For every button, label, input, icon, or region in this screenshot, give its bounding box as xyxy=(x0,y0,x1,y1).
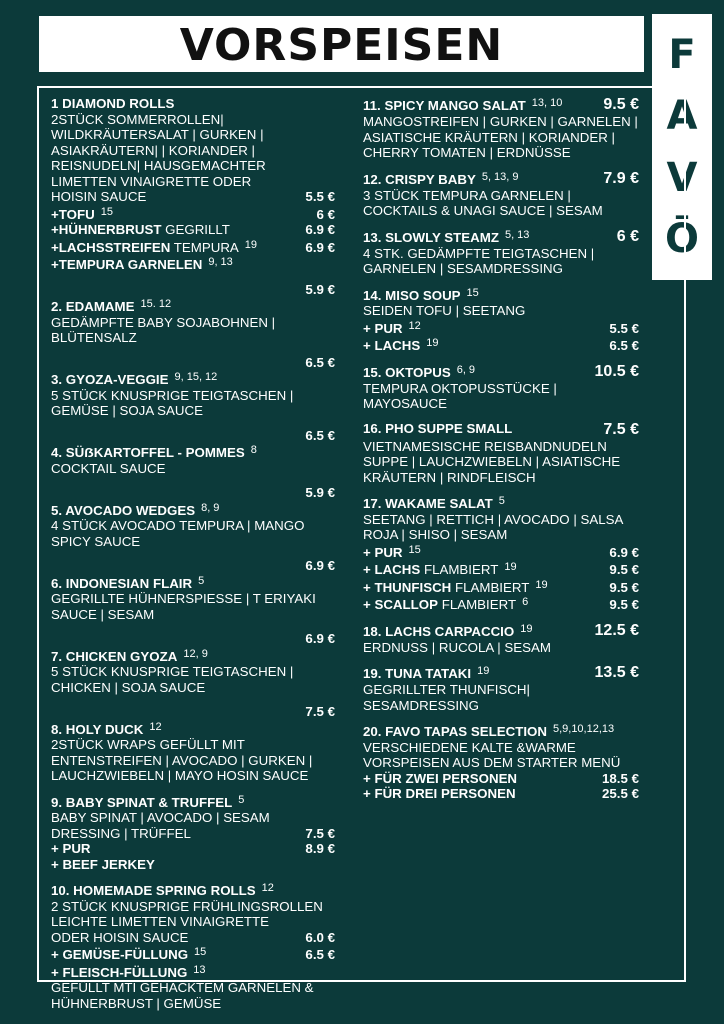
logo-letter: A xyxy=(666,93,698,140)
option-name: + LACHS xyxy=(363,562,421,577)
item-description: SEIDEN TOFU | SEETANG xyxy=(363,303,526,318)
item-title: 13. SLOWLY STEAMZ $^{5, 13}$ xyxy=(363,228,530,245)
item-price: 7.5 € xyxy=(305,825,335,841)
item-description: MANGOSTREIFEN | GURKEN | GARNELEN | ASIATISCHE KRÄUTERN | KORIANDER | CHERRY TOMATEN | ERDNÜSSE xyxy=(363,114,638,160)
item-description-row xyxy=(51,826,335,842)
option-detail: FLAMBIERT xyxy=(438,597,517,612)
option-name: + FLEISCH-FÜLLUNG xyxy=(51,964,188,980)
allergen-codes: 12, 9 xyxy=(183,647,208,660)
item-price: 7.5 € xyxy=(305,704,335,719)
item-description: COCKTAIL SAUCE xyxy=(51,460,166,476)
allergen-codes: 15 xyxy=(408,543,421,556)
option-name: + BEEF JERKEY xyxy=(51,856,155,872)
item-title: 15. OKTOPUS $^{6, 9}$ xyxy=(363,363,476,380)
price-row xyxy=(51,631,335,647)
option-row xyxy=(51,205,335,223)
item-title-row xyxy=(51,443,335,461)
option-row xyxy=(363,786,639,802)
logo-letter: V xyxy=(666,154,698,201)
option-name: + PUR xyxy=(363,544,403,560)
item-title-row xyxy=(363,664,639,682)
option-label xyxy=(363,560,517,578)
item-description-row xyxy=(51,930,335,946)
item-description: VERSCHIEDENE KALTE &WARME VORSPEISEN AUS DEM STARTER MENÜ xyxy=(363,739,621,770)
price-row xyxy=(51,558,335,574)
item-description: BABY SPINAT | AVOCADO | SESAM xyxy=(51,810,270,825)
allergen-codes: 5 xyxy=(238,793,245,806)
option-label xyxy=(51,222,230,238)
option-row xyxy=(51,945,335,963)
option-label xyxy=(363,543,421,561)
option-row xyxy=(363,543,639,561)
item-description: GEFÜLLT MTI GEHACKTEM GARNELEN & HÜHNERBRUST | GEMÜSE xyxy=(51,980,314,1011)
option-label xyxy=(51,841,91,857)
menu-item xyxy=(363,494,639,613)
item-price: 6.5 € xyxy=(305,427,335,443)
menu-item xyxy=(363,664,639,713)
item-title-row xyxy=(51,881,335,899)
item-price: 7.5 € xyxy=(603,420,639,438)
allergen-codes: 19 xyxy=(520,622,533,635)
item-description: ERDNUSS | RUCOLA | SESAM xyxy=(363,639,551,655)
option-label xyxy=(363,336,439,354)
item-description: 2STÜCK SOMMERROLLEN| WILDKRÄUTERSALAT | GURKEN | ASIAKRÄUTERN| | KORIANDER | REISNUDELN| HAUSGEMACHTER LIMETTEN VINAIGRETTE ODER xyxy=(51,111,266,189)
option-label xyxy=(363,319,421,337)
allergen-codes: 8, 9 xyxy=(201,501,220,514)
option-name: +LACHSSTREIFEN xyxy=(51,239,171,255)
item-title: 5. AVOCADO WEDGES $^{8, 9}$ xyxy=(51,501,220,518)
allergen-codes: 19 xyxy=(535,578,548,591)
item-description: TEMPURA OKTOPUSSTÜCKE | MAYOSAUCE xyxy=(363,380,557,411)
item-description: SEETANG | RETTICH | AVOCADO | SALSA ROJA | SHISO | SESAM xyxy=(363,511,623,542)
option-name: + GEMÜSE-FÜLLUNG xyxy=(51,947,189,962)
item-title: 11. SPICY MANGO SALAT $^{13, 10}$ xyxy=(363,97,563,113)
menu-item xyxy=(51,428,335,477)
option-label xyxy=(51,945,206,963)
item-title: 9. BABY SPINAT & TRUFFEL $^5$ xyxy=(51,793,245,810)
option-detail: TEMPURA xyxy=(170,239,239,255)
item-title-row xyxy=(363,228,639,246)
item-title: 16. PHO SUPPE SMALL xyxy=(363,420,513,436)
allergen-codes: 5 xyxy=(498,495,505,507)
allergen-codes: 5,9,10,12,13 xyxy=(552,723,615,735)
item-price: 7.9 € xyxy=(603,169,639,187)
allergen-codes: 5 xyxy=(198,574,205,587)
option-price: 9.5 € xyxy=(609,562,639,577)
option-row xyxy=(51,841,335,857)
item-title-row xyxy=(363,286,639,304)
allergen-codes: 19 xyxy=(504,561,517,573)
item-description-end: ODER HOISIN SAUCE xyxy=(51,929,189,945)
item-price: 5.9 € xyxy=(305,281,335,297)
option-label xyxy=(51,857,155,873)
option-name: +HÜHNERBRUST xyxy=(51,222,162,237)
item-title: 17. WAKAME SALAT $^5$ xyxy=(363,495,505,511)
item-title: 1 DIAMOND ROLLS xyxy=(51,96,175,111)
item-title: 20. FAVO TAPAS SELECTION $^{5,9,10,12,13}$ xyxy=(363,723,615,739)
item-price: 13.5 € xyxy=(594,664,639,681)
allergen-codes: 15 xyxy=(100,205,113,218)
price-row xyxy=(51,282,335,298)
price-row xyxy=(51,428,335,444)
allergen-codes: 15. 12 xyxy=(140,298,172,310)
option-row xyxy=(51,238,335,256)
allergen-codes: 12 xyxy=(408,319,421,332)
option-row xyxy=(363,578,639,596)
option-row xyxy=(363,319,639,337)
item-price: 6.5 € xyxy=(305,354,335,370)
item-title-row xyxy=(51,793,335,811)
menu-item xyxy=(363,96,639,161)
item-title-row xyxy=(51,96,335,112)
item-title-row xyxy=(363,96,639,114)
menu-item xyxy=(363,170,639,219)
allergen-codes: 19 xyxy=(244,238,258,251)
item-title-row xyxy=(51,720,335,738)
option-price: 5.5 € xyxy=(609,320,639,336)
option-price: 6.9 € xyxy=(305,222,335,237)
menu-item xyxy=(51,96,335,273)
item-description-end: HOISIN SAUCE xyxy=(51,189,147,204)
menu-item xyxy=(363,421,639,486)
item-title-row xyxy=(363,622,639,640)
item-description: 2STÜCK WRAPS GEFÜLLT MIT ENTENSTREIFEN | AVOCADO | GURKEN | LAUCHZWIEBELN | MAYO HOSIN SAUCE xyxy=(51,737,313,783)
option-price: 6.5 € xyxy=(609,338,639,353)
item-title-row xyxy=(363,363,639,381)
item-title: 14. MISO SOUP $^{15}$ xyxy=(363,286,479,303)
option-name: + FÜR DREI PERSONEN xyxy=(363,786,516,801)
item-description: GEGRILLTER THUNFISCH| SESAMDRESSING xyxy=(363,682,530,713)
item-description: GEGRILLTE HÜHNERSPIESSE | T ERIYAKI SAUCE | SESAM xyxy=(51,591,316,622)
logo-letter: F xyxy=(668,32,696,79)
option-price: 6.5 € xyxy=(305,947,335,962)
menu-item xyxy=(51,793,335,873)
option-row xyxy=(363,560,639,578)
option-row xyxy=(363,771,639,787)
allergen-codes: 12 xyxy=(149,720,162,733)
item-description-end: DRESSING | TRÜFFEL xyxy=(51,825,191,841)
item-title: 2. EDAMAME $^{15. 12}$ xyxy=(51,298,172,314)
allergen-codes: 5, 13, 9 xyxy=(481,170,519,183)
option-name: + THUNFISCH xyxy=(363,579,452,595)
item-title: 10. HOMEMADE SPRING ROLLS $^{12}$ xyxy=(51,882,274,898)
item-title-row xyxy=(51,370,335,388)
menu-item xyxy=(363,286,639,354)
item-title: 7. CHICKEN GYOZA $^{12, 9}$ xyxy=(51,647,208,664)
item-title-row xyxy=(51,647,335,665)
option-label xyxy=(363,578,548,596)
allergen-codes: 12 xyxy=(261,882,274,894)
item-price: 6.9 € xyxy=(305,558,335,573)
logo-letter: Ō xyxy=(664,215,699,262)
menu-item xyxy=(51,558,335,622)
option-label xyxy=(363,595,528,613)
item-title-row xyxy=(363,170,639,188)
option-row xyxy=(363,595,639,613)
option-detail: FLAMBIERT xyxy=(420,562,499,577)
option-name: + FÜR ZWEI PERSONEN xyxy=(363,770,518,786)
menu-column-left xyxy=(51,96,335,1020)
option-row xyxy=(51,963,335,981)
menu-item xyxy=(363,228,639,277)
option-price: 6.9 € xyxy=(305,239,335,255)
menu-item xyxy=(51,704,335,784)
item-price: 12.5 € xyxy=(594,621,639,639)
option-label xyxy=(51,238,257,256)
item-price: 6 € xyxy=(616,227,639,245)
item-title-row xyxy=(363,722,639,740)
item-description: 5 STÜCK KNUSPRIGE TEIGTASCHEN | GEMÜSE | SOJA SAUCE xyxy=(51,387,294,418)
option-detail: GEGRILLT xyxy=(161,222,230,237)
menu-frame xyxy=(37,86,686,1011)
page-title: VORSPEISEN xyxy=(179,20,504,71)
menu-column-right xyxy=(363,96,639,811)
price-row xyxy=(51,355,335,371)
allergen-codes: 9, 15, 12 xyxy=(174,371,218,383)
allergen-codes: 13 xyxy=(193,963,206,976)
menu-item xyxy=(51,631,335,695)
option-row xyxy=(51,222,335,238)
item-title: 12. CRISPY BABY $^{5, 13, 9}$ xyxy=(363,170,519,187)
option-label xyxy=(51,255,233,273)
option-price: 8.9 € xyxy=(305,841,335,856)
item-price: 5.5 € xyxy=(305,189,335,204)
item-title: 3. GYOZA-VEGGIE $^{9, 15, 12}$ xyxy=(51,371,218,387)
option-name: + PUR xyxy=(363,320,403,336)
menu-item xyxy=(51,355,335,419)
allergen-codes: 15 xyxy=(194,946,207,958)
item-title: 6. INDONESIAN FLAIR $^5$ xyxy=(51,574,205,591)
option-name: + SCALLOP xyxy=(363,597,438,612)
option-price: 18.5 € xyxy=(602,770,639,786)
item-description: 4 STÜCK AVOCADO TEMPURA | MANGO SPICY SAUCE xyxy=(51,518,305,549)
item-price: 5.9 € xyxy=(305,485,335,500)
item-price: 9.5 € xyxy=(603,96,639,113)
item-title: 18. LACHS CARPACCIO $^{19}$ xyxy=(363,622,533,639)
item-price: 6.9 € xyxy=(305,631,335,646)
option-label xyxy=(51,205,113,223)
option-row xyxy=(51,255,335,273)
menu-item xyxy=(51,485,335,549)
item-title: 4. SÜẞKARTOFFEL - POMMES $^8$ xyxy=(51,444,257,460)
page-header xyxy=(37,14,646,74)
item-description: 4 STK. GEDÄMPFTE TEIGTASCHEN | GARNELEN | SESAMDRESSING xyxy=(363,245,595,276)
allergen-codes: 19 xyxy=(477,665,490,677)
item-title: 8. HOLY DUCK $^{12}$ xyxy=(51,720,162,737)
allergen-codes: 8 xyxy=(250,444,257,456)
menu-item xyxy=(363,622,639,656)
option-name: +TOFU xyxy=(51,206,95,222)
allergen-codes: 19 xyxy=(426,337,439,349)
item-price: 6.0 € xyxy=(305,929,335,945)
price-row xyxy=(51,704,335,720)
menu-item xyxy=(51,881,335,1011)
option-detail: FLAMBIERT xyxy=(451,579,530,595)
option-name: +TEMPURA GARNELEN xyxy=(51,257,203,272)
item-description: VIETNAMESISCHE REISBANDNUDELN SUPPE | LAUCHZWIEBELN | ASIATISCHE KRÄUTERN | RINDFLEISCH xyxy=(363,438,621,485)
item-title-row xyxy=(51,297,335,315)
item-title-row xyxy=(51,501,335,519)
option-name: + LACHS xyxy=(363,338,421,353)
allergen-codes: 6 xyxy=(522,596,529,608)
item-title-row xyxy=(363,421,639,439)
item-description: 2 STÜCK KNUSPRIGE FRÜHLINGSROLLEN LEICHTE LIMETTEN VINAIGRETTE xyxy=(51,898,323,929)
allergen-codes: 9, 13 xyxy=(208,256,233,268)
option-row xyxy=(51,857,335,873)
option-row xyxy=(363,336,639,354)
item-title-row xyxy=(51,574,335,592)
option-price: 6 € xyxy=(316,206,335,222)
item-price: 10.5 € xyxy=(594,362,639,380)
item-title: 19. TUNA TATAKI $^{19}$ xyxy=(363,665,490,681)
price-row xyxy=(51,485,335,501)
option-label xyxy=(363,771,517,787)
option-label xyxy=(51,963,206,981)
item-description: 5 STÜCK KNUSPRIGE TEIGTASCHEN | CHICKEN | SOJA SAUCE xyxy=(51,664,294,695)
allergen-codes: 5, 13 xyxy=(504,228,530,241)
menu-item xyxy=(363,363,639,412)
menu-item xyxy=(363,722,639,802)
option-price: 6.9 € xyxy=(609,544,639,560)
item-description: 3 STÜCK TEMPURA GARNELEN | COCKTAILS & UNAGI SAUCE | SESAM xyxy=(363,187,603,218)
option-price: 25.5 € xyxy=(602,786,639,801)
option-label xyxy=(363,786,516,802)
allergen-codes: 15 xyxy=(466,286,479,299)
allergen-codes: 6, 9 xyxy=(456,363,476,376)
option-price: 9.5 € xyxy=(609,597,639,612)
menu-item xyxy=(51,282,335,346)
item-description-row xyxy=(51,189,335,205)
allergen-codes: 13, 10 xyxy=(531,97,563,109)
option-name: + PUR xyxy=(51,841,91,856)
item-description: GEDÄMPFTE BABY SOJABOHNEN | BLÜTENSALZ xyxy=(51,314,276,345)
item-title-row xyxy=(363,494,639,512)
option-price: 9.5 € xyxy=(609,579,639,595)
